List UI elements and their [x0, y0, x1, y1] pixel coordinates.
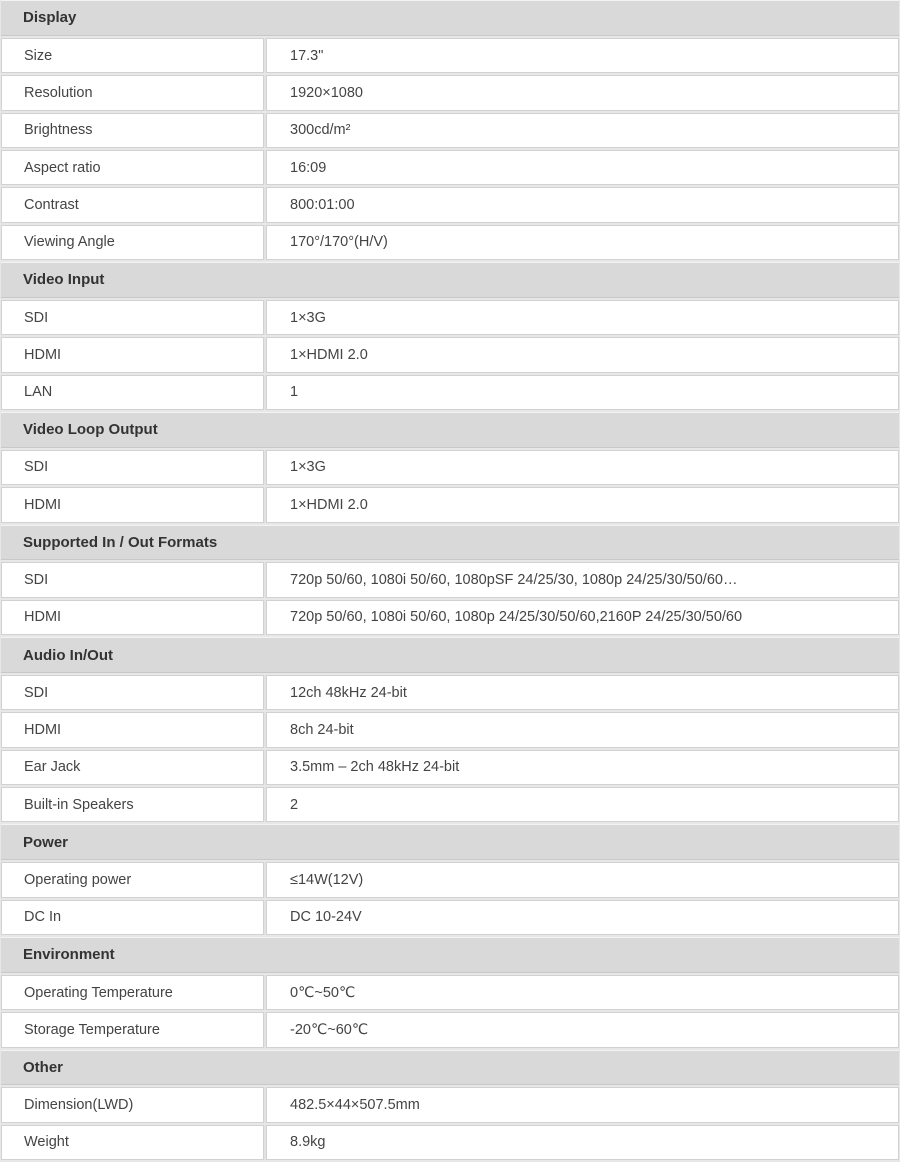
spec-value: 3.5mm – 2ch 48kHz 24-bit: [266, 750, 899, 785]
spec-value: 720p 50/60, 1080i 50/60, 1080p 24/25/30/50/60,2160P 24/25/30/50/60: [266, 600, 899, 635]
spec-label: SDI: [1, 300, 264, 335]
spec-value: 1×HDMI 2.0: [266, 487, 899, 522]
spec-row: [1, 375, 899, 410]
spec-value: -20℃~60℃: [266, 1012, 899, 1047]
spec-value: 1×3G: [266, 300, 899, 335]
spec-row: [1, 450, 899, 485]
spec-label: HDMI: [1, 600, 264, 635]
spec-row: [1, 150, 899, 185]
spec-label: LAN: [1, 375, 264, 410]
spec-row: [1, 1012, 899, 1047]
spec-value: 300cd/m²: [266, 113, 899, 148]
spec-row: [1, 113, 899, 148]
spec-label: Operating power: [1, 862, 264, 897]
spec-row: [1, 187, 899, 222]
spec-value: 1: [266, 375, 899, 410]
spec-row: [1, 787, 899, 822]
spec-value: 16:09: [266, 150, 899, 185]
spec-value: 8.9kg: [266, 1125, 899, 1160]
spec-label: SDI: [1, 675, 264, 710]
spec-label: Ear Jack: [1, 750, 264, 785]
spec-label: Operating Temperature: [1, 975, 264, 1010]
spec-value: 800:01:00: [266, 187, 899, 222]
spec-label: Weight: [1, 1125, 264, 1160]
spec-label: HDMI: [1, 712, 264, 747]
spec-value: ≤14W(12V): [266, 862, 899, 897]
spec-value: 482.5×44×507.5mm: [266, 1087, 899, 1122]
spec-label: Resolution: [1, 75, 264, 110]
spec-row: [1, 337, 899, 372]
spec-value: 2: [266, 787, 899, 822]
spec-value: 170°/170°(H/V): [266, 225, 899, 260]
spec-label: SDI: [1, 562, 264, 597]
spec-label: HDMI: [1, 337, 264, 372]
spec-value: 12ch 48kHz 24-bit: [266, 675, 899, 710]
spec-label: SDI: [1, 450, 264, 485]
spec-row: [1, 600, 899, 635]
spec-value: DC 10-24V: [266, 900, 899, 935]
spec-row: [1, 562, 899, 597]
spec-value: 720p 50/60, 1080i 50/60, 1080pSF 24/25/30, 1080p 24/25/30/50/60…: [266, 562, 899, 597]
section-header: Other: [1, 1050, 899, 1086]
spec-value: 8ch 24-bit: [266, 712, 899, 747]
spec-label: Size: [1, 38, 264, 73]
spec-label: Dimension(LWD): [1, 1087, 264, 1122]
spec-label: Contrast: [1, 187, 264, 222]
spec-row: [1, 487, 899, 522]
section-header: Power: [1, 824, 899, 860]
spec-label: Brightness: [1, 113, 264, 148]
spec-row: [1, 900, 899, 935]
spec-row: [1, 1087, 899, 1122]
spec-row: [1, 712, 899, 747]
section-header: Video Loop Output: [1, 412, 899, 448]
section-header: Video Input: [1, 262, 899, 298]
section-header: Display: [1, 0, 899, 36]
spec-row: [1, 225, 899, 260]
spec-row: [1, 1125, 899, 1160]
spec-row: [1, 675, 899, 710]
spec-value: 1×3G: [266, 450, 899, 485]
spec-value: 17.3": [266, 38, 899, 73]
spec-row: [1, 862, 899, 897]
spec-label: Viewing Angle: [1, 225, 264, 260]
spec-row: [1, 75, 899, 110]
spec-row: [1, 38, 899, 73]
spec-label: Storage Temperature: [1, 1012, 264, 1047]
section-header: Supported In / Out Formats: [1, 525, 899, 561]
spec-value: 1920×1080: [266, 75, 899, 110]
spec-row: [1, 300, 899, 335]
spec-label: Aspect ratio: [1, 150, 264, 185]
spec-label: DC In: [1, 900, 264, 935]
spec-value: 1×HDMI 2.0: [266, 337, 899, 372]
spec-label: HDMI: [1, 487, 264, 522]
section-header: Environment: [1, 937, 899, 973]
spec-value: 0℃~50℃: [266, 975, 899, 1010]
section-header: Audio In/Out: [1, 637, 899, 673]
spec-row: [1, 975, 899, 1010]
spec-label: Built-in Speakers: [1, 787, 264, 822]
spec-row: [1, 750, 899, 785]
